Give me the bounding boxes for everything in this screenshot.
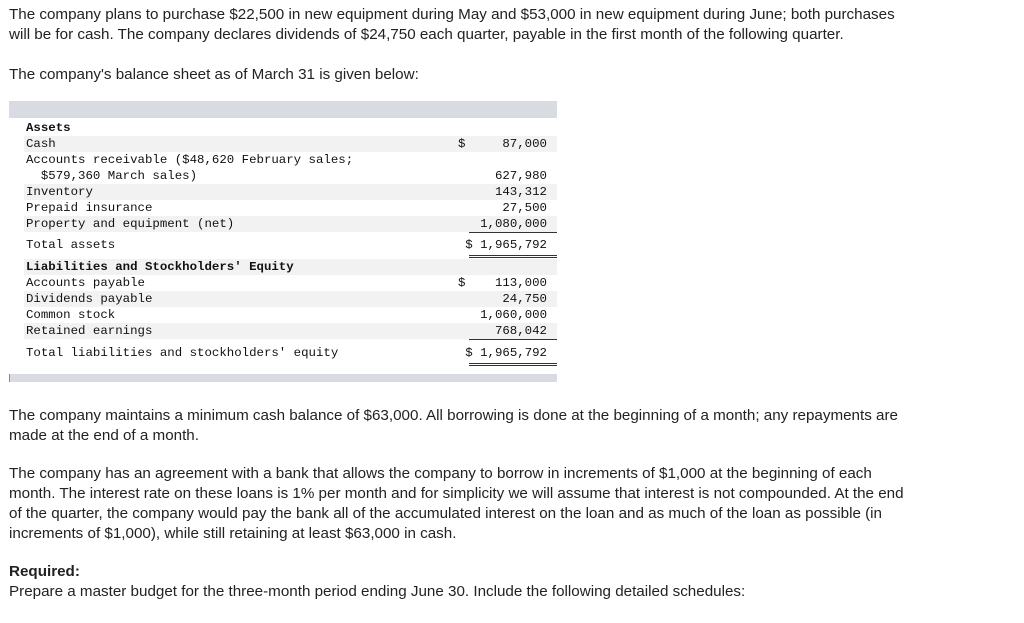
retained-earnings-row [24,323,557,339]
ap-value: 113,000 [494,276,547,290]
re-underline [469,339,557,340]
bank-paragraph [9,464,1015,544]
min-cash-line-2: made at the end of a month. [9,427,199,444]
dividends-label: Dividends payable [26,292,153,306]
total-le-label: Total liabilities and stockholders' equity [26,346,339,360]
common-stock-row [24,307,557,323]
ar-label-line-2: $579,360 March sales) [26,169,198,183]
total-assets-label: Total assets [26,238,116,252]
common-stock-value: 1,060,000 [480,308,547,322]
total-le-value: $ 1,965,792 [465,346,547,360]
ppe-row [24,216,557,232]
min-cash-line-1: The company maintains a minimum cash balance of $63,000. All borrowing is done at the beginning of a month; any repayments are [9,407,898,424]
ar-value: 627,980 [494,169,547,183]
ppe-underline [469,232,557,233]
balance-sheet-bottom-bar [9,374,557,382]
ap-label: Accounts payable [26,276,145,290]
required-section [9,562,1015,602]
ar-row-2 [24,168,557,184]
min-cash-paragraph [9,406,1015,446]
balance-sheet-top-bar [9,101,557,118]
prepaid-label: Prepaid insurance [26,201,153,215]
total-assets-double-underline-2 [469,257,557,258]
ar-row-1 [24,152,557,168]
cash-currency: $ [458,137,466,151]
assets-heading-row [24,120,557,136]
total-le-double-underline-1 [469,363,557,364]
inventory-row [24,184,557,200]
ppe-label: Property and equipment (net) [26,217,235,231]
retained-earnings-label: Retained earnings [26,324,153,338]
inventory-label: Inventory [26,185,93,199]
dividends-row [24,291,557,307]
prepaid-value: 27,500 [502,201,547,215]
retained-earnings-value: 768,042 [494,324,547,338]
cash-value: 87,000 [502,137,547,151]
bank-line-4: increments of $1,000), while still retaining at least $63,000 in cash. [9,525,457,542]
bank-line-3: of the quarter, the company would pay the bank all of the accumulated interest on the loan and as much of the loan as possible (in [9,505,882,522]
intro-line-2: will be for cash. The company declares dividends of $24,750 each quarter, payable in the first month of the following quarter. [9,26,844,43]
inventory-value: 143,312 [494,185,547,199]
total-assets-double-underline-1 [469,255,557,256]
ap-row [24,275,557,291]
balance-sheet-intro: The company's balance sheet as of March 31 is given below: [9,66,419,83]
liab-heading-row [24,259,557,275]
intro-paragraph [9,5,1015,45]
bank-line-1: The company has an agreement with a bank that allows the company to borrow in increments of $1,000 at the beginning of each [9,465,872,482]
prepaid-row [24,200,557,216]
common-stock-label: Common stock [26,308,116,322]
cash-row [24,136,557,152]
liabilities-heading: Liabilities and Stockholders' Equity [26,260,294,274]
bank-line-2: month. The interest rate on these loans is 1% per month and for simplicity we will assume that interest is not compounded. At the end [9,485,904,502]
total-assets-value: $ 1,965,792 [465,238,547,252]
ppe-value: 1,080,000 [480,217,547,231]
required-label: Required: [9,563,80,580]
intro-line-1: The company plans to purchase $22,500 in new equipment during May and $53,000 in new equipment during June; both purchases [9,6,895,23]
total-assets-row [24,237,557,253]
assets-heading: Assets [26,121,71,135]
total-le-row [24,345,557,361]
balance-sheet-corner-tick [9,374,10,382]
cash-label: Cash [26,137,56,151]
balance-sheet [9,101,557,382]
required-text: Prepare a master budget for the three-month period ending June 30. Include the following detailed schedules: [9,583,746,600]
ar-label-line-1: Accounts receivable ($48,620 February sales; [26,153,354,167]
ap-currency: $ [458,276,466,290]
dividends-value: 24,750 [502,292,547,306]
total-le-double-underline-2 [469,365,557,366]
